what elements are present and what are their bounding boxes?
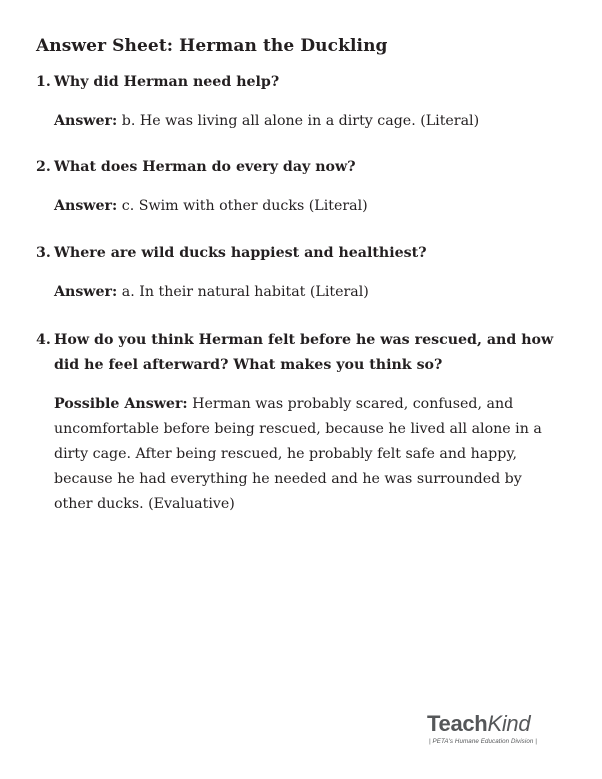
question-number: 3. [36,245,51,261]
answer-4 [54,392,544,517]
question-text: Where are wild ducks happiest and healthiest? [54,245,427,261]
question-number: 2. [36,159,51,175]
question-1 [36,70,556,95]
question-number: 1. [36,74,51,90]
answer-text: Herman was probably scared, confused, and uncomfortable before being rescued, because he lived all alone in a dirty cage. After being rescued, he probably felt safe and happy, because he had everything he needed and he was surrounded by other ducks. (Evaluative) [54,396,542,512]
question-block-1 [36,70,556,134]
question-block-4 [36,328,556,517]
question-4 [36,328,556,378]
logo-word-kind: Kind [487,711,531,736]
answer-text: c. Swim with other ducks (Literal) [117,198,368,214]
question-text: How do you think Herman felt before he was rescued, and how did he feel afterward? What makes you think so? [54,332,554,373]
teachkind-logo [427,712,567,745]
answer-label: Answer: [54,113,118,129]
question-2 [36,155,556,180]
question-3 [36,241,556,266]
answer-1 [54,109,556,134]
answer-label: Possible Answer: [54,396,188,412]
question-block-2 [36,155,556,219]
answer-text: a. In their natural habitat (Literal) [117,284,369,300]
logo-tagline: | PETA's Humane Education Division | [429,738,537,745]
answer-label: Answer: [54,198,118,214]
answer-text: b. He was living all alone in a dirty cage. (Literal) [117,113,480,129]
question-number: 4. [36,332,51,348]
question-block-3 [36,241,556,305]
logo-wordmark [427,712,567,736]
answer-label: Answer: [54,284,118,300]
question-text: What does Herman do every day now? [54,159,356,175]
answer-2 [54,194,556,219]
logo-word-teach: Teach [427,711,488,736]
question-text: Why did Herman need help? [54,74,280,90]
page-title: Answer Sheet: Herman the Duckling [36,36,388,56]
answer-3 [54,280,556,305]
